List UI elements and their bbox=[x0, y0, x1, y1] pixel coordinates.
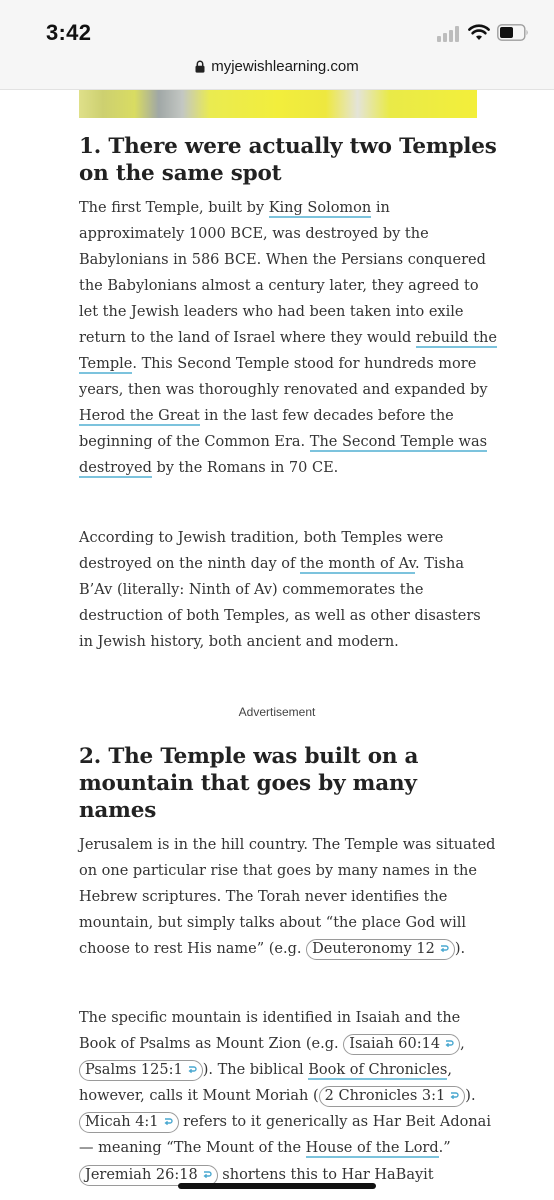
link-herod-the-great[interactable]: Herod the Great bbox=[79, 408, 200, 424]
address-bar[interactable] bbox=[0, 58, 554, 82]
scripture-ref-psalms[interactable]: Psalms 125:1 bbox=[79, 1060, 203, 1081]
status-time: 3:42 bbox=[46, 20, 92, 45]
wifi-icon bbox=[468, 23, 490, 41]
scripture-ref-deuteronomy[interactable]: Deuteronomy 12 bbox=[306, 939, 455, 960]
paragraph-1: The first Temple, built by King Solomon in approximately 1000 BCE, was destroyed by the Babylonians in 586 BCE. When the Persians conquered the Babylonians almost a century later, they agreed to let the Jewish leaders who had been taken into exile return to the land of Israel where they would rebuild the Temple. This Second Temple stood for hundreds more years, then was thoroughly renovated and expanded by Herod the Great in the last few decades before the beginning of the Common Era. The Second Temple was destroyed by the Romans in 70 CE. bbox=[79, 200, 497, 476]
link-king-solomon[interactable]: King Solomon bbox=[268, 200, 372, 216]
scripture-ref-2-chronicles[interactable]: 2 Chronicles 3:1 bbox=[319, 1086, 466, 1107]
external-popup-icon bbox=[187, 1064, 197, 1074]
external-popup-icon bbox=[202, 1169, 212, 1179]
link-house-of-the-lord[interactable]: House of the Lord bbox=[305, 1140, 439, 1156]
battery-icon bbox=[497, 24, 529, 41]
link-book-of-chronicles[interactable]: Book of Chronicles bbox=[308, 1062, 448, 1078]
scripture-ref-micah[interactable]: Micah 4:1 bbox=[79, 1112, 179, 1133]
scripture-ref-jeremiah[interactable]: Jeremiah 26:18 bbox=[79, 1165, 218, 1186]
paragraph-2: According to Jewish tradition, both Temples were destroyed on the ninth day of the month of Av. Tisha B’Av (literally: Ninth of Av) commemorates the destruction of both Temples, as well as other disasters in Jewish history, both ancient and modern. bbox=[79, 530, 481, 650]
home-indicator[interactable] bbox=[178, 1183, 376, 1189]
external-popup-icon bbox=[163, 1116, 173, 1126]
external-popup-icon bbox=[444, 1038, 454, 1048]
section-heading-1: 1. There were actually two Temples on the same spot bbox=[79, 134, 497, 186]
paragraph-3: Jerusalem is in the hill country. The Temple was situated on one particular rise that goes by many names in the Hebrew scriptures. The Torah never identifies the mountain, but simply talks about “the place God will choose to rest His name” (e.g. Deuteronomy 12 ). bbox=[79, 832, 499, 962]
url-text: myjewishlearning.com bbox=[211, 58, 359, 75]
link-second-temple-destroyed[interactable]: The Second Temple was destroyed bbox=[79, 434, 488, 476]
hero-image bbox=[79, 90, 477, 118]
browser-chrome bbox=[0, 0, 554, 90]
link-rebuild-temple[interactable]: rebuild the Temple bbox=[79, 330, 497, 372]
cellular-signal-icon bbox=[437, 26, 461, 42]
link-month-of-av[interactable]: the month of Av bbox=[300, 556, 416, 572]
external-popup-icon bbox=[449, 1090, 459, 1100]
external-popup-icon bbox=[439, 943, 449, 953]
advertisement-label: Advertisement bbox=[238, 705, 316, 719]
paragraph-5: Jeremiah 26:18 shortens this to Har HaBayit bbox=[79, 1162, 499, 1188]
scripture-ref-isaiah[interactable]: Isaiah 60:14 bbox=[343, 1034, 460, 1055]
lock-icon bbox=[195, 60, 205, 73]
section-heading-2: 2. The Temple was built on a mountain that goes by many names bbox=[79, 744, 419, 823]
paragraph-4: The specific mountain is identified in Isaiah and the Book of Psalms as Mount Zion (e.g. Isaiah 60:14 , Psalms 125:1 ). The biblical Book of Chronicles, however, calls it Mount Moriah ( 2 Chronicles 3:1 ). Micah 4:1 refers to it generically as Har Beit Adonai — meaning “The Mount of the House of the Lord.” bbox=[79, 1010, 491, 1156]
